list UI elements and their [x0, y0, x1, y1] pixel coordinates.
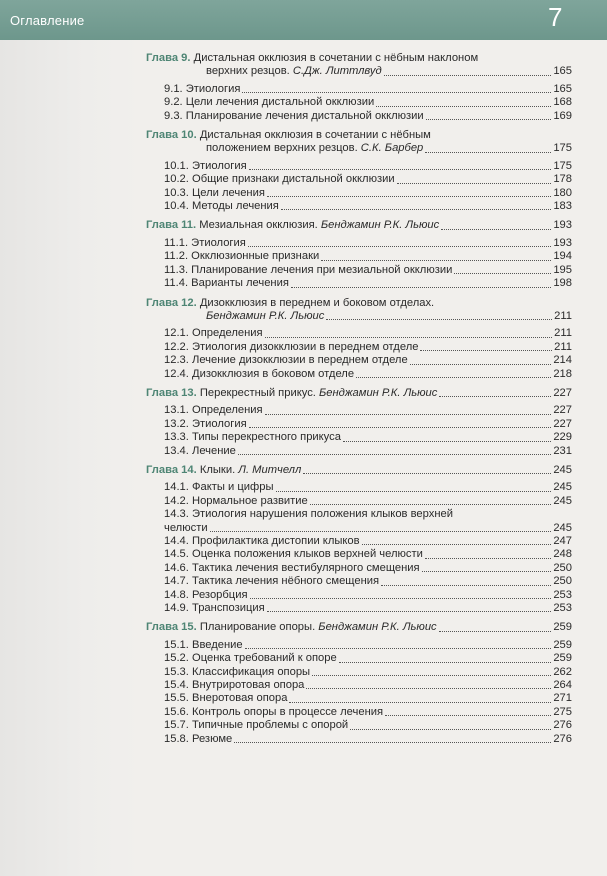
- section-title: 14.4. Профилактика дистопии клыков: [164, 535, 360, 547]
- section-entry: [146, 341, 572, 354]
- chapter-author: С.К. Барбер: [360, 142, 424, 155]
- dot-leader: [248, 246, 552, 247]
- chapter-title: Планирование опоры.: [199, 621, 316, 634]
- section-entry: [146, 250, 572, 263]
- chapter-entry: [146, 129, 572, 213]
- section-title: 11.2. Окклюзионные признаки: [164, 250, 320, 263]
- section-title: 10.2. Общие признаки дистальной окклюзии: [164, 173, 395, 186]
- chapter-heading: [146, 129, 431, 142]
- dot-leader: [439, 631, 552, 632]
- chapter-heading: [146, 52, 478, 65]
- page-number: 275: [553, 705, 572, 718]
- table-of-contents: [146, 52, 572, 752]
- dot-leader: [281, 209, 551, 210]
- chapter-title: Дистальная окклюзия в сочетании с нёбным: [199, 129, 431, 142]
- section-entry: [146, 495, 572, 508]
- dot-leader: [289, 702, 551, 703]
- page-number: 276: [553, 719, 572, 732]
- section-entry: [146, 368, 572, 381]
- chapter-number: Глава 14.: [146, 463, 197, 476]
- chapter-author: С.Дж. Литтлвуд: [292, 65, 382, 78]
- dot-leader: [454, 273, 551, 274]
- dot-leader: [210, 531, 552, 532]
- dot-leader: [321, 260, 551, 261]
- dot-leader: [384, 75, 552, 76]
- dot-leader: [426, 119, 552, 120]
- chapter-heading: [146, 219, 439, 232]
- dot-leader: [267, 611, 552, 612]
- chapter-entry: [146, 297, 572, 381]
- section-title: 10.1. Этиология: [164, 159, 247, 172]
- section-title: 11.4. Варианты лечения: [164, 277, 289, 290]
- page-number: 253: [553, 602, 572, 615]
- dot-leader: [249, 169, 552, 170]
- section-title: 14.7. Тактика лечения нёбного смещения: [164, 575, 380, 588]
- chapter-heading-cont: [206, 65, 382, 78]
- section-entry: [146, 96, 572, 109]
- section-entry: [146, 160, 572, 173]
- dot-leader: [265, 337, 553, 338]
- page-header: [0, 0, 607, 40]
- page-number: 245: [553, 481, 572, 494]
- dot-leader: [276, 491, 552, 492]
- section-entry: [146, 187, 572, 200]
- section-title: 11.3. Планирование лечения при мезиальной окклюзии: [164, 263, 453, 276]
- section-title: 12.1. Определения: [164, 327, 263, 340]
- dot-leader: [441, 229, 551, 230]
- section-title: 11.1. Этиология: [164, 236, 246, 249]
- chapter-number: Глава 9.: [146, 52, 191, 64]
- page-number: 231: [553, 444, 572, 457]
- section-title: 10.3. Цели лечения: [164, 186, 265, 199]
- section-entry: [146, 173, 572, 186]
- section-title: 9.2. Цели лечения дистальной окклюзии: [164, 96, 375, 109]
- section-entry-cont: [146, 522, 572, 535]
- page-number: 168: [553, 96, 572, 109]
- chapter-heading-line: [146, 310, 572, 323]
- page-number: 248: [553, 548, 572, 561]
- dot-leader: [267, 196, 551, 197]
- chapter-entry: [146, 219, 572, 290]
- dot-leader: [422, 571, 552, 572]
- section-title: 15.2. Оценка требований к опоре: [164, 652, 337, 665]
- section-title: 13.3. Типы перекрестного прикуса: [164, 431, 341, 444]
- section-entry: [146, 200, 572, 213]
- dot-leader: [376, 106, 551, 107]
- chapter-title: Мезиальная окклюзия.: [199, 219, 318, 232]
- page-number: 247: [553, 535, 572, 547]
- chapter-number: Глава 12.: [146, 296, 197, 309]
- dot-leader: [350, 729, 551, 730]
- chapter-number: Глава 15.: [146, 621, 197, 634]
- page-number: 169: [553, 109, 572, 122]
- chapter-heading-cont: [206, 142, 423, 155]
- section-title: 13.4. Лечение: [164, 444, 236, 457]
- chapter-entry: [146, 464, 572, 615]
- page-number: 165: [553, 65, 572, 78]
- section-title: 13.1. Определения: [164, 404, 263, 417]
- page-number: 165: [553, 82, 572, 95]
- section-title: 14.3. Этиология нарушения положения клыков верхней: [164, 508, 453, 521]
- page-number: 245: [553, 463, 572, 476]
- section-entry: [146, 639, 572, 652]
- dot-leader: [326, 319, 552, 320]
- section-title: 12.2. Этиология дизокклюзии в переднем отделе: [164, 340, 419, 353]
- section-entry: [146, 264, 572, 277]
- dot-leader: [343, 441, 551, 442]
- chapter-author: Бенджамин Р.К. Льюис: [318, 621, 437, 634]
- dot-leader: [381, 585, 551, 586]
- section-title: 14.5. Оценка положения клыков верхней челюсти: [164, 548, 423, 561]
- chapter-number: Глава 10.: [146, 129, 197, 142]
- page-number: 218: [553, 367, 572, 380]
- page-number: 253: [553, 588, 572, 601]
- section-entry: [146, 575, 572, 588]
- section-entry: [146, 589, 572, 602]
- section-entry: [146, 404, 572, 417]
- chapter-heading-line: [146, 387, 572, 400]
- chapter-author: Бенджамин Р.К. Льюис: [320, 219, 440, 232]
- chapter-title-cont: верхних резцов.: [206, 65, 290, 78]
- chapter-entry: [146, 387, 572, 458]
- dot-leader: [242, 92, 551, 93]
- dot-leader: [250, 598, 552, 599]
- page-number: 214: [553, 354, 572, 367]
- section-entry: [146, 83, 572, 96]
- section-title: 12.4. Дизокклюзия в боковом отделе: [164, 367, 355, 380]
- section-entry: [146, 666, 572, 679]
- dot-leader: [410, 364, 552, 365]
- section-entry: [146, 110, 572, 123]
- section-entry: [146, 652, 572, 665]
- section-entry: [146, 548, 572, 561]
- section-entry: [146, 719, 572, 732]
- section-entry: [146, 418, 572, 431]
- page-number: 211: [554, 309, 572, 322]
- chapter-author: Бенджамин Р.К. Льюис: [319, 386, 438, 399]
- section-title: 14.1. Факты и цифры: [164, 481, 274, 494]
- dot-leader: [425, 152, 551, 153]
- section-entry: [146, 327, 572, 340]
- section-entry: [146, 535, 572, 548]
- section-list: [146, 237, 572, 291]
- chapter-number: Глава 13.: [146, 386, 197, 399]
- section-title: 14.2. Нормальное развитие: [164, 494, 308, 507]
- section-title: 15.5. Внеротовая опора: [164, 692, 288, 705]
- section-entry: [146, 354, 572, 367]
- dot-leader: [291, 287, 551, 288]
- chapter-title: Дизокклюзия в переднем и боковом отделах.: [199, 296, 435, 309]
- chapter-number: Глава 11.: [146, 219, 197, 232]
- dot-leader: [238, 454, 551, 455]
- chapter-title: Дистальная окклюзия в сочетании с нёбным наклоном: [193, 52, 479, 64]
- section-list: [146, 404, 572, 458]
- page-number: 245: [553, 521, 572, 534]
- page-number: 245: [553, 494, 572, 507]
- page-number: 271: [553, 692, 572, 705]
- section-title: 15.1. Введение: [164, 638, 243, 651]
- dot-leader: [425, 558, 551, 559]
- section-title: 9.1. Этиология: [164, 82, 241, 95]
- dot-leader: [303, 473, 551, 474]
- chapter-heading: [146, 297, 434, 310]
- section-title: 14.6. Тактика лечения вестибулярного смещения: [164, 561, 420, 574]
- chapter-heading-line: [146, 129, 572, 142]
- dot-leader: [265, 414, 552, 415]
- page-number: 193: [553, 236, 572, 249]
- chapter-heading-line: [146, 464, 572, 477]
- page-number: 259: [553, 652, 572, 665]
- chapter-heading-line: [146, 621, 572, 634]
- dot-leader: [356, 377, 551, 378]
- section-entry: [146, 445, 572, 458]
- dot-leader: [249, 427, 552, 428]
- chapter-title: Перекрестный прикус.: [199, 386, 316, 399]
- chapter-heading-line: [146, 297, 572, 310]
- chapter-heading-line: [146, 219, 572, 232]
- chapter-entry: [146, 621, 572, 746]
- section-title: 15.7. Типичные проблемы с опорой: [164, 719, 349, 732]
- section-title: 15.6. Контроль опоры в процессе лечения: [164, 705, 384, 718]
- section-list: [146, 83, 572, 123]
- section-title: 14.9. Транспозиция: [164, 602, 265, 615]
- dot-leader: [339, 662, 552, 663]
- page-number: 175: [553, 142, 572, 155]
- dot-leader: [362, 544, 552, 545]
- chapter-heading-cont: [206, 310, 324, 323]
- page-number: 194: [553, 250, 572, 263]
- section-entry: [146, 562, 572, 575]
- section-list: [146, 639, 572, 746]
- section-title: 14.8. Резорбция: [164, 588, 248, 601]
- section-list: [146, 327, 572, 381]
- page-number: 250: [553, 575, 572, 588]
- section-title: 12.3. Лечение дизокклюзии в переднем отделе: [164, 354, 408, 367]
- section-list: [146, 481, 572, 615]
- page-number: 227: [553, 417, 572, 430]
- chapter-heading: [146, 387, 437, 400]
- section-entry: [146, 277, 572, 290]
- page-number: 195: [553, 263, 572, 276]
- chapter-author: Бенджамин Р.К. Льюис: [206, 309, 325, 322]
- page-number: 262: [553, 665, 572, 678]
- page-number: 175: [553, 159, 572, 172]
- chapter-entry: [146, 52, 572, 123]
- chapter-title-cont: положением верхних резцов.: [206, 142, 358, 155]
- chapter-heading: [146, 464, 301, 477]
- page-number: 198: [553, 277, 572, 290]
- page-number: 7: [548, 2, 563, 32]
- dot-leader: [439, 396, 551, 397]
- page-number: 211: [554, 340, 572, 353]
- page-number: 183: [553, 200, 572, 213]
- dot-leader: [310, 504, 552, 505]
- page-number: 276: [553, 732, 572, 745]
- section-entry: [146, 679, 572, 692]
- section-title-cont: челюсти: [164, 521, 208, 534]
- section-entry: [146, 237, 572, 250]
- section-entry: [146, 706, 572, 719]
- dot-leader: [385, 715, 551, 716]
- page-number: 180: [553, 186, 572, 199]
- section-entry: [146, 602, 572, 615]
- chapter-heading: [146, 621, 437, 634]
- page-number: 259: [553, 638, 572, 651]
- page-number: 227: [553, 386, 572, 399]
- section-entry: [146, 508, 572, 521]
- chapter-heading-line: [146, 52, 572, 65]
- section-title: Оглавление: [10, 13, 85, 28]
- section-entry: [146, 481, 572, 494]
- section-title: 15.4. Внутриротовая опора: [164, 679, 305, 692]
- page-number: 227: [553, 404, 572, 417]
- page-number: 250: [553, 561, 572, 574]
- chapter-title: Клыки.: [199, 463, 236, 476]
- page-number: 193: [553, 219, 572, 232]
- dot-leader: [420, 350, 552, 351]
- section-title: 13.2. Этиология: [164, 417, 247, 430]
- dot-leader: [397, 183, 552, 184]
- section-title: 9.3. Планирование лечения дистальной окклюзии: [164, 109, 424, 122]
- chapter-author: Л. Митчелл: [238, 463, 302, 476]
- page-number: 211: [554, 327, 572, 340]
- page-edge-shadow: [0, 40, 140, 876]
- chapter-heading-line: [146, 142, 572, 155]
- dot-leader: [234, 742, 551, 743]
- section-title: 10.4. Методы лечения: [164, 200, 279, 213]
- page-number: 264: [553, 679, 572, 692]
- page-number: 229: [553, 431, 572, 444]
- dot-leader: [245, 648, 552, 649]
- section-entry: [146, 692, 572, 705]
- dot-leader: [306, 688, 551, 689]
- section-list: [146, 160, 572, 214]
- section-title: 15.8. Резюме: [164, 732, 233, 745]
- page-number: 178: [553, 173, 572, 186]
- chapter-heading-line: [146, 65, 572, 78]
- dot-leader: [312, 675, 551, 676]
- section-entry: [146, 733, 572, 746]
- section-title: 15.3. Классификация опоры: [164, 665, 311, 678]
- section-entry: [146, 431, 572, 444]
- page-number: 259: [553, 621, 572, 634]
